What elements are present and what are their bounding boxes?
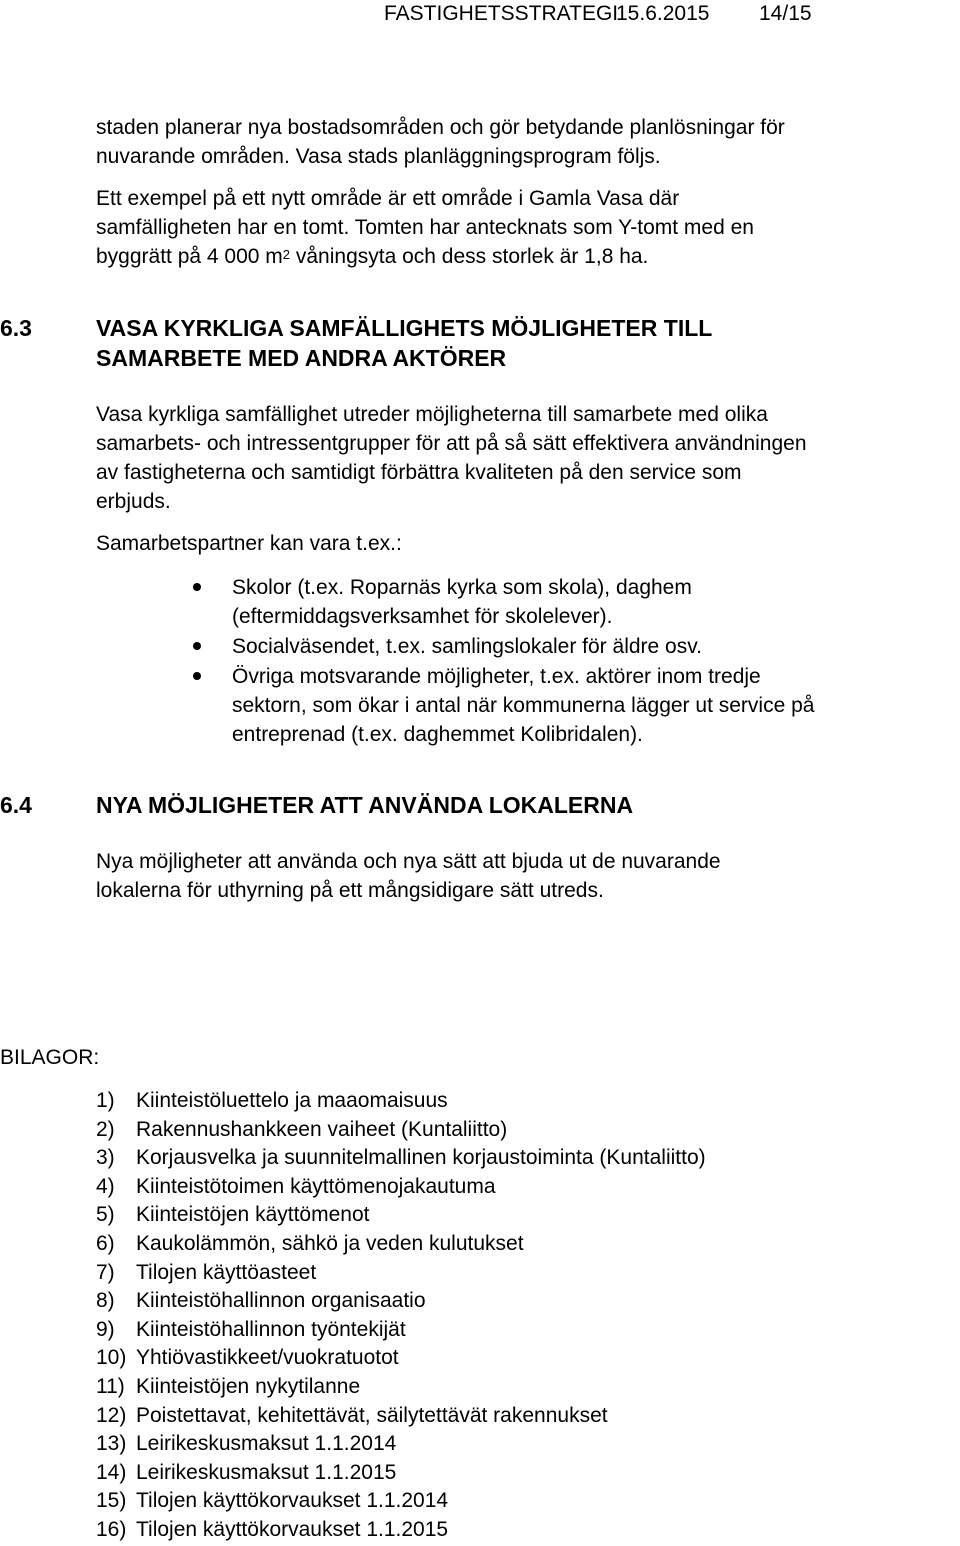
- appendix-title: Kiinteistötoimen käyttömenojakautuma: [136, 1174, 496, 1198]
- appendices-heading: BILAGOR:: [0, 1046, 100, 1069]
- appendix-item: [96, 1230, 524, 1259]
- appendix-number: 9): [96, 1317, 115, 1341]
- text-part: våningsyta och dess storlek är 1,8 ha.: [290, 245, 649, 268]
- body-line: erbjuds.: [96, 490, 171, 513]
- bullet-icon: [193, 672, 201, 680]
- appendix-title: Kiinteistöjen käyttömenot: [136, 1203, 370, 1227]
- appendix-title: Leirikeskusmaksut 1.1.2015: [136, 1460, 397, 1484]
- body-line: samarbets- och intressentgrupper för att på så sätt effektivera användningen: [96, 432, 807, 455]
- appendix-item: [96, 1487, 448, 1516]
- appendix-title: Kiinteistöjen nykytilanne: [136, 1375, 361, 1398]
- appendix-item: [96, 1087, 448, 1116]
- appendix-number: 3): [96, 1146, 115, 1170]
- appendix-number: 7): [96, 1260, 115, 1284]
- intro-line: staden planerar nya bostadsområden och gör betydande planlösningar för: [96, 116, 785, 139]
- bullet-line: Övriga motsvarande möjligheter, t.ex. aktörer inom tredje: [232, 665, 761, 688]
- appendix-item: [96, 1459, 396, 1488]
- appendix-title: Korjausvelka ja suunnitelmallinen korjaustoiminta (Kuntaliitto): [136, 1146, 706, 1170]
- appendix-title: Tilojen käyttökorvaukset 1.1.2015: [136, 1518, 449, 1541]
- section-number: 6.4: [0, 792, 32, 818]
- page-header: [384, 2, 812, 26]
- appendix-number: 14): [96, 1460, 127, 1484]
- appendix-title: Tilojen käyttökorvaukset 1.1.2014: [136, 1489, 449, 1513]
- appendix-title: Yhtiövastikkeet/vuokratuotot: [136, 1346, 399, 1370]
- page-number: 14/15: [759, 2, 812, 25]
- appendix-title: Kiinteistöluettelo ja maaomaisuus: [136, 1089, 448, 1112]
- appendix-item: [96, 1116, 507, 1145]
- bullet-line: Skolor (t.ex. Roparnäs kyrka som skola), daghem: [232, 576, 692, 599]
- appendix-title: Kiinteistöhallinnon organisaatio: [136, 1289, 426, 1313]
- bullet-line: Socialväsendet, t.ex. samlingslokaler för äldre osv.: [232, 635, 702, 658]
- appendix-number: 2): [96, 1117, 115, 1141]
- appendix-title: Kaukolämmön, sähkö ja veden kulutukset: [136, 1232, 524, 1255]
- document-date: 15.6.2015: [616, 2, 710, 25]
- appendix-number: 5): [96, 1203, 115, 1227]
- appendix-item: [96, 1430, 396, 1459]
- appendix-number: 1): [96, 1089, 115, 1112]
- appendix-title: Kiinteistöhallinnon työntekijät: [136, 1317, 406, 1341]
- section-number: 6.3: [0, 315, 32, 341]
- appendix-item: [96, 1173, 496, 1202]
- bullet-line: (eftermiddagsverksamhet för skolelever).: [232, 605, 613, 628]
- appendix-title: Rakennushankkeen vaiheet (Kuntaliitto): [136, 1117, 508, 1141]
- appendix-number: 4): [96, 1174, 115, 1198]
- appendix-number: 11): [96, 1375, 125, 1398]
- appendix-item: [96, 1344, 399, 1373]
- bullet-line: entreprenad (t.ex. daghemmet Kolibridalen).: [232, 723, 643, 746]
- appendix-title: Tilojen käyttöasteet: [136, 1260, 317, 1284]
- body-line: av fastigheterna och samtidigt förbättra kvaliteten på den service som: [96, 461, 742, 484]
- bullet-icon: [193, 583, 201, 591]
- appendix-number: 10): [96, 1346, 127, 1370]
- intro-line: nuvarande områden. Vasa stads planläggningsprogram följs.: [96, 145, 661, 168]
- example-last-line: [96, 242, 648, 271]
- appendix-item: [96, 1516, 448, 1545]
- section-title: SAMARBETE MED ANDRA AKTÖRER: [96, 345, 507, 371]
- appendix-number: 16): [96, 1518, 127, 1541]
- example-line: samfälligheten har en tomt. Tomten har antecknats som Y-tomt med en: [96, 216, 754, 239]
- appendix-item: [96, 1259, 316, 1288]
- appendix-title: Poistettavat, kehitettävät, säilytettävät rakennukset: [136, 1403, 608, 1427]
- example-line: Ett exempel på ett nytt område är ett område i Gamla Vasa där: [96, 187, 680, 210]
- appendix-number: 12): [96, 1403, 127, 1427]
- body-line: lokalerna för uthyrning på ett mångsidigare sätt utreds.: [96, 879, 604, 902]
- document-title: FASTIGHETSSTRATEGI: [384, 2, 619, 25]
- body-line: Vasa kyrkliga samfällighet utreder möjligheterna till samarbete med olika: [96, 403, 768, 426]
- appendix-number: 8): [96, 1289, 115, 1313]
- partners-intro: Samarbetspartner kan vara t.ex.:: [96, 532, 402, 555]
- bullet-line: sektorn, som ökar i antal när kommunerna lägger ut service på: [232, 694, 815, 717]
- appendix-number: 13): [96, 1432, 127, 1456]
- appendix-item: [96, 1144, 706, 1173]
- appendix-item: [96, 1201, 369, 1230]
- text-part: byggrätt på 4 000 m: [96, 245, 283, 268]
- appendix-item: [96, 1373, 360, 1402]
- bullet-icon: [193, 642, 201, 650]
- appendix-title: Leirikeskusmaksut 1.1.2014: [136, 1432, 397, 1456]
- appendix-item: [96, 1287, 426, 1316]
- section-title: NYA MÖJLIGHETER ATT ANVÄNDA LOKALERNA: [96, 792, 634, 818]
- appendix-number: 6): [96, 1232, 115, 1255]
- appendix-item: [96, 1402, 608, 1431]
- section-title: VASA KYRKLIGA SAMFÄLLIGHETS MÖJLIGHETER TILL: [96, 315, 713, 341]
- appendix-number: 15): [96, 1489, 127, 1513]
- superscript: 2: [282, 247, 291, 262]
- body-line: Nya möjligheter att använda och nya sätt att bjuda ut de nuvarande: [96, 850, 721, 873]
- appendix-item: [96, 1316, 406, 1345]
